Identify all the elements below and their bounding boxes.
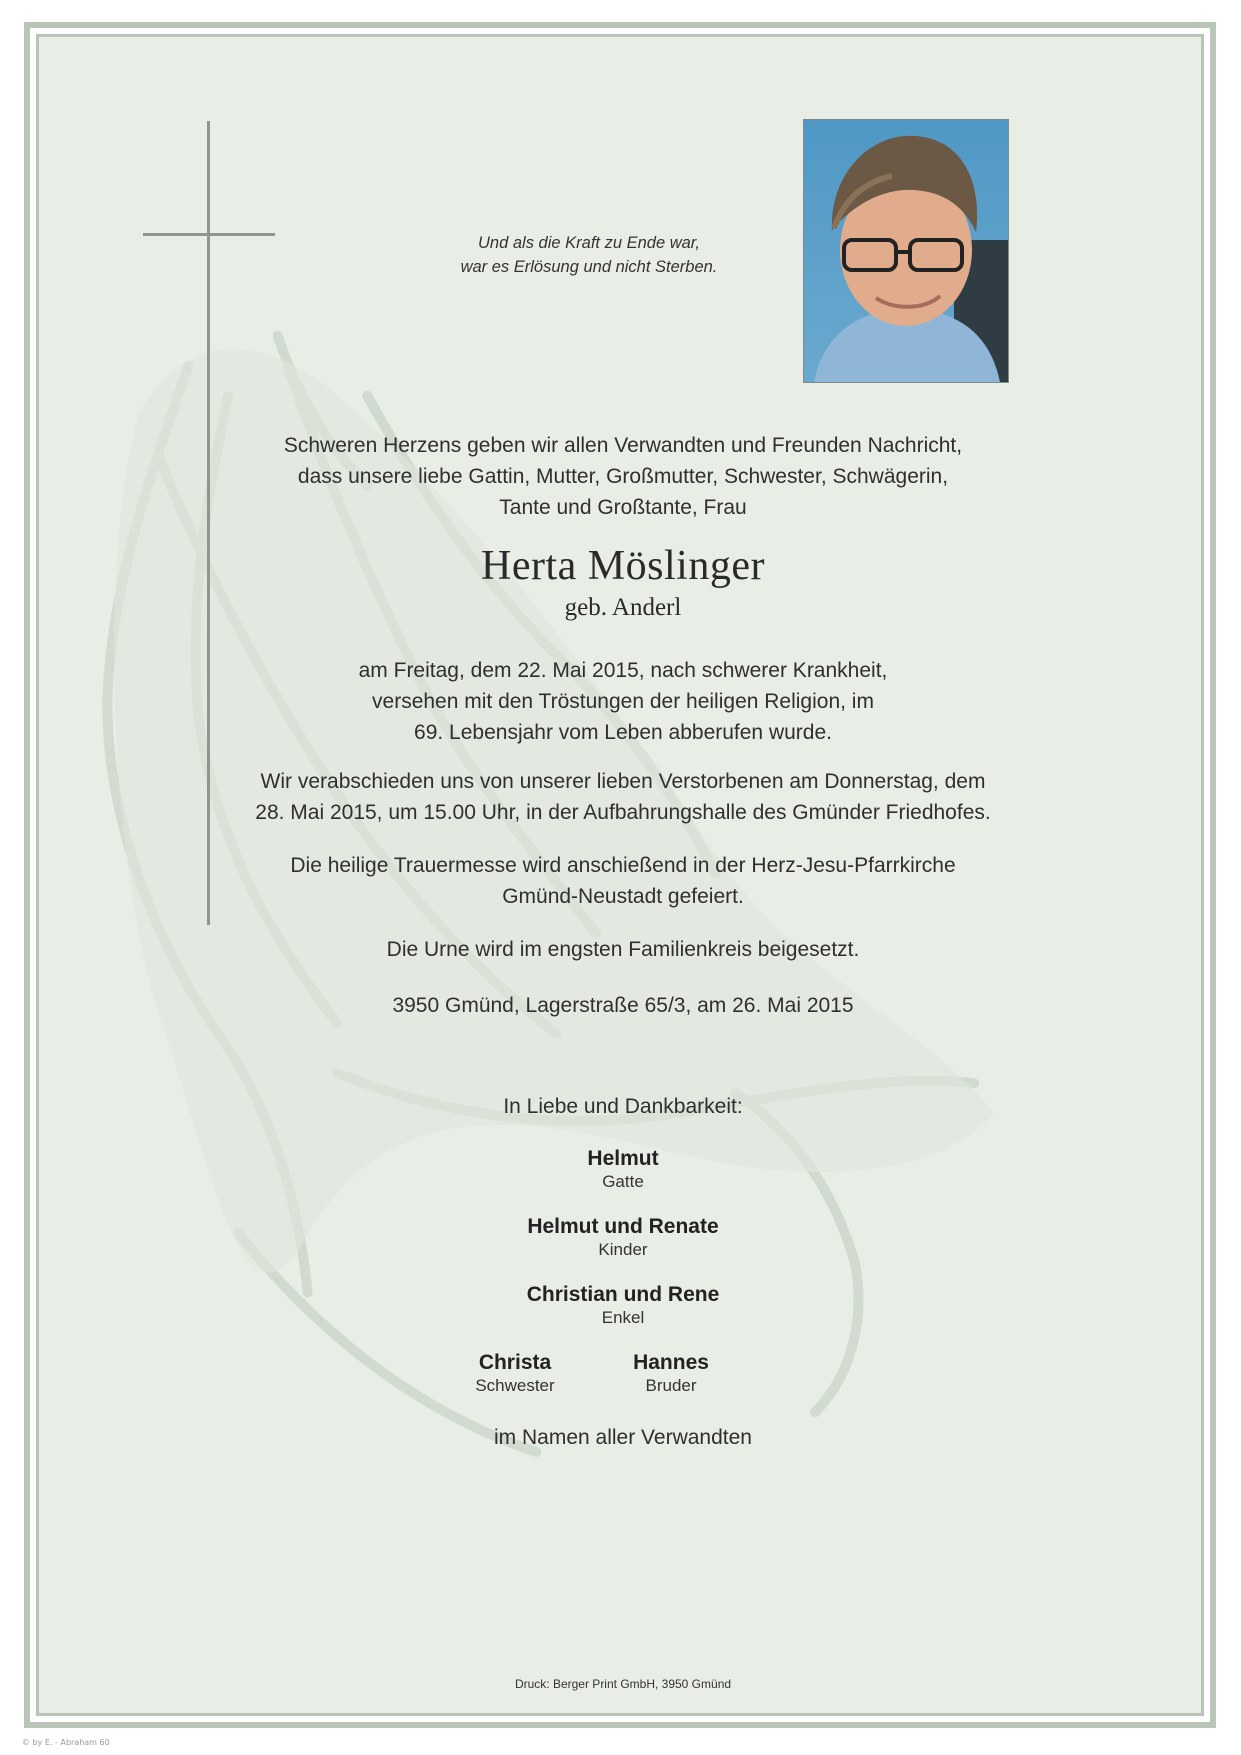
quote-line-2: war es Erlösung und nicht Sterben. [460, 258, 718, 276]
farewell-line-1: Wir verabschieden uns von unserer lieben Verstorbenen am Donnerstag, dem [260, 770, 986, 793]
corner-mark: © by E. - Abraham 60 [22, 1738, 110, 1747]
mass-line-2: Gmünd-Neustadt gefeiert. [502, 885, 744, 908]
death-line-3: 69. Lebensjahr vom Leben abberufen wurde. [414, 721, 832, 744]
farewell-text [39, 766, 1204, 828]
mourner-role: Kinder [598, 1240, 648, 1259]
mourner-name: Hannes [633, 1351, 709, 1374]
intro-line-2: dass unsere liebe Gattin, Mutter, Großmutter, Schwester, Schwägerin, [297, 465, 949, 488]
farewell-line-2: 28. Mai 2015, um 15.00 Uhr, in der Aufbahrungshalle des Gmünder Friedhofes. [255, 801, 991, 824]
birth-name: geb. Anderl [564, 594, 682, 621]
closing-text: im Namen aller Verwandten [494, 1426, 752, 1449]
gratitude-heading: In Liebe und Dankbarkeit: [503, 1095, 743, 1118]
mourner-role: Bruder [645, 1376, 697, 1395]
mourner-children [39, 1215, 1204, 1261]
mourner-role: Gatte [602, 1172, 644, 1191]
intro-text [39, 430, 1204, 523]
portrait-photo [803, 119, 1009, 383]
mourner-name: Helmut und Renate [527, 1215, 719, 1238]
mass-text [39, 850, 1204, 912]
mourner-role: Schwester [475, 1376, 555, 1395]
mourner-name: Christa [478, 1351, 552, 1374]
death-line-1: am Freitag, dem 22. Mai 2015, nach schwerer Krankheit, [358, 659, 888, 682]
mourner-brother [581, 1351, 761, 1397]
place-date: 3950 Gmünd, Lagerstraße 65/3, am 26. Mai 2015 [392, 994, 854, 1017]
notice-card [36, 34, 1204, 1716]
mourner-name: Christian und Rene [526, 1283, 720, 1306]
death-line-2: versehen mit den Tröstungen der heiligen Religion, im [372, 690, 874, 713]
mass-line-1: Die heilige Trauermesse wird anschießend in der Herz-Jesu-Pfarrkirche [290, 854, 956, 877]
printer-credit: Druck: Berger Print GmbH, 3950 Gmünd [514, 1677, 732, 1691]
mourner-name: Helmut [587, 1147, 659, 1170]
mourner-spouse [39, 1147, 1204, 1193]
memorial-quote [439, 231, 739, 279]
cross-bar [143, 233, 275, 236]
intro-line-1: Schweren Herzens geben wir allen Verwandten und Freunden Nachricht, [283, 434, 963, 457]
mourner-role: Enkel [601, 1308, 645, 1327]
death-notice [39, 655, 1204, 748]
mourner-sister [425, 1351, 605, 1397]
urn-text: Die Urne wird im engsten Familienkreis beigesetzt. [386, 938, 860, 961]
intro-line-3: Tante und Großtante, Frau [499, 496, 747, 519]
deceased-name: Herta Möslinger [481, 543, 765, 589]
mourner-grandchildren [39, 1283, 1204, 1329]
quote-line-1: Und als die Kraft zu Ende war, [478, 234, 700, 252]
portrait-image [804, 120, 1008, 382]
